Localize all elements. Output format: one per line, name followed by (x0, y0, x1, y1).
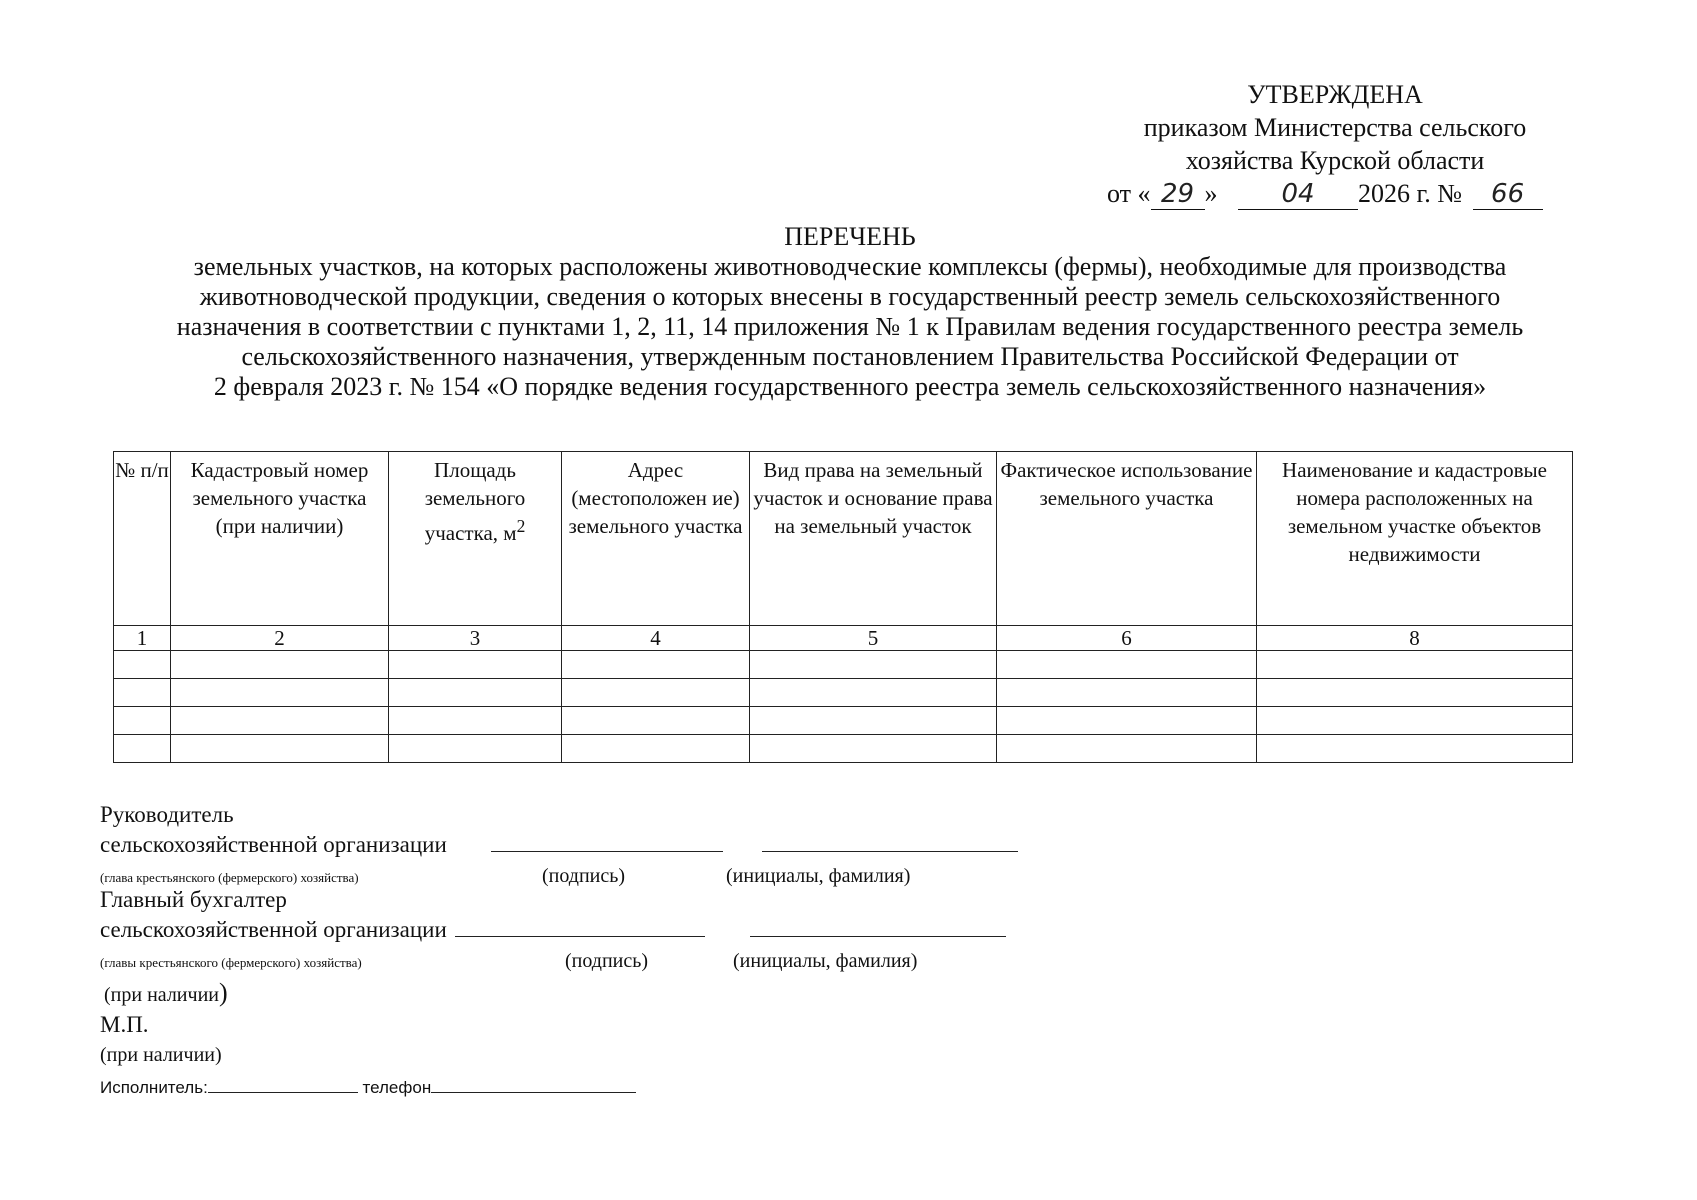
table-cell[interactable] (171, 735, 389, 763)
table-cell[interactable] (1257, 735, 1573, 763)
header-cell-number: № п/п (114, 452, 171, 626)
table-cell[interactable] (750, 651, 997, 679)
table-row (114, 707, 1573, 735)
accountant-name-line[interactable] (750, 916, 1006, 937)
header-cell-address: Адрес (местоположен ие) земельного участка (562, 452, 750, 626)
stamp-label: М.П. (100, 1012, 149, 1037)
column-number: 8 (1257, 626, 1573, 651)
header-cell-objects: Наименование и кадастровые номера расположенных на земельном участке объектов недвижимости (1257, 452, 1573, 626)
approval-date-line (1095, 177, 1575, 210)
column-number-row (114, 626, 1573, 651)
accountant-title-2: сельскохозяйственной организации (100, 917, 447, 942)
table-cell[interactable] (171, 679, 389, 707)
accountant-title-2-row (100, 915, 1006, 945)
head-signature-line[interactable] (491, 831, 723, 852)
accountant-note: (главы крестьянского (фермерского) хозяйства) (100, 955, 362, 970)
table-cell[interactable] (997, 651, 1257, 679)
if-any-text: (при наличии (104, 984, 219, 1006)
document-title (80, 222, 1620, 402)
table-cell[interactable] (389, 651, 562, 679)
head-title-2: сельскохозяйственной организации (100, 832, 447, 857)
table-row (114, 679, 1573, 707)
table-cell[interactable] (1257, 679, 1573, 707)
table-cell[interactable] (389, 735, 562, 763)
header-cell-area (389, 452, 562, 626)
head-note: (глава крестьянского (фермерского) хозяйства) (100, 870, 359, 885)
header-cell-right-type: Вид права на земельный участок и основание права на земельный участок (750, 452, 997, 626)
land-plots-table (113, 451, 1573, 763)
header-area-text: Площадь земельного участка, м (424, 458, 526, 545)
table-cell[interactable] (1257, 707, 1573, 735)
table-cell[interactable] (114, 707, 171, 735)
approval-block (1095, 78, 1575, 210)
head-name-line[interactable] (762, 831, 1018, 852)
table-cell[interactable] (389, 679, 562, 707)
header-cell-cadastral: Кадастровый номер земельного участка (при наличии) (171, 452, 389, 626)
table-cell[interactable] (1257, 651, 1573, 679)
table-header-row (114, 452, 1573, 626)
title-line-2: животноводческой продукции, сведения о которых внесены в государственный реестр земель сельскохозяйственного (199, 282, 1501, 311)
table-cell[interactable] (562, 707, 750, 735)
column-number: 1 (114, 626, 171, 651)
column-number: 5 (750, 626, 997, 651)
table-cell[interactable] (750, 735, 997, 763)
approval-line-2: хозяйства Курской области (1185, 146, 1485, 175)
stamp-note: (при наличии) (100, 1044, 222, 1066)
head-signature-block (100, 800, 1018, 893)
column-number: 6 (997, 626, 1257, 651)
column-number: 3 (389, 626, 562, 651)
table-cell[interactable] (562, 735, 750, 763)
date-prefix: от « (1107, 179, 1151, 208)
accountant-signature-block (100, 885, 1006, 1070)
year-text: 2026 г. № (1358, 179, 1463, 208)
table-cell[interactable] (562, 679, 750, 707)
executor-line[interactable] (208, 1078, 358, 1093)
executor-label: Исполнитель: (100, 1078, 208, 1097)
title-line-1: земельных участков, на которых расположены животноводческие комплексы (фермы), необходимые для производства (193, 252, 1507, 281)
title-line-5: 2 февраля 2023 г. № 154 «О порядке ведения государственного реестра земель сельскохозяйственного назначения» (213, 372, 1487, 401)
column-number: 2 (171, 626, 389, 651)
head-name-caption: (инициалы, фамилия) (726, 865, 911, 887)
table-cell[interactable] (171, 651, 389, 679)
phone-line[interactable] (431, 1078, 636, 1093)
table-cell[interactable] (750, 707, 997, 735)
head-title-2-row (100, 830, 1018, 860)
header-cell-actual-use: Фактическое использование земельного участка (997, 452, 1257, 626)
accountant-captions-row (100, 945, 1006, 978)
title-line-3: назначения в соответствии с пунктами 1, 2, 11, 14 приложения № 1 к Правилам ведения государственного реестра земель (176, 312, 1524, 341)
title-heading: ПЕРЕЧЕНЬ (784, 222, 916, 251)
table-cell[interactable] (114, 651, 171, 679)
table-cell[interactable] (997, 707, 1257, 735)
area-superscript: 2 (516, 516, 526, 536)
if-any-paren: ) (218, 978, 228, 1007)
accountant-name-caption: (инициалы, фамилия) (733, 950, 918, 972)
table-row (114, 735, 1573, 763)
table-cell[interactable] (389, 707, 562, 735)
table-cell[interactable] (171, 707, 389, 735)
table-cell[interactable] (997, 735, 1257, 763)
accountant-signature-line[interactable] (455, 916, 705, 937)
head-title-1: Руководитель (100, 802, 234, 827)
title-line-4: сельскохозяйственного назначения, утвержденным постановлением Правительства Российской Федерации от (241, 342, 1459, 371)
handwritten-number: 66 (1473, 179, 1543, 210)
executor-row (100, 1078, 636, 1098)
column-number: 4 (562, 626, 750, 651)
accountant-signature-caption: (подпись) (565, 950, 649, 972)
table-row (114, 651, 1573, 679)
handwritten-month: 04 (1238, 179, 1358, 210)
accountant-title-1: Главный бухгалтер (100, 887, 287, 912)
handwritten-day: 29 (1151, 179, 1205, 210)
date-mid: » (1204, 179, 1218, 208)
table-cell[interactable] (114, 735, 171, 763)
phone-label: телефон (362, 1078, 432, 1097)
table-cell[interactable] (562, 651, 750, 679)
if-any-row (100, 978, 1006, 1010)
table-cell[interactable] (997, 679, 1257, 707)
table-cell[interactable] (750, 679, 997, 707)
table-cell[interactable] (114, 679, 171, 707)
approval-stamp: УТВЕРЖДЕНА (1247, 80, 1423, 109)
approval-line-1: приказом Министерства сельского (1143, 113, 1527, 142)
head-signature-caption: (подпись) (542, 865, 626, 887)
